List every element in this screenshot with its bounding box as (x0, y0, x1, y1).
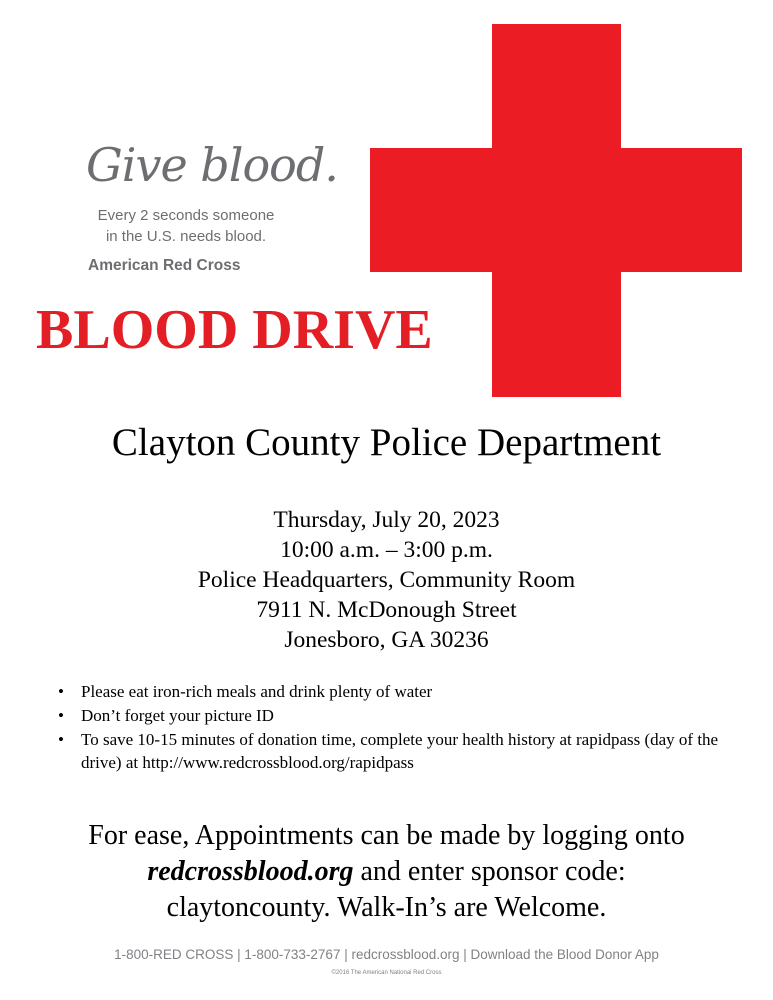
event-time: 10:00 a.m. – 3:00 p.m. (280, 537, 493, 563)
event-street: 7911 N. McDonough Street (256, 597, 517, 623)
event-location: Police Headquarters, Community Room (197, 567, 576, 593)
logo-subtext-line2: in the U.S. needs blood. (105, 228, 267, 245)
list-item-text: To save 10-15 minutes of donation time, complete your health history at rapidpass (day of the drive) at http://www.redcrossblood.org/rapidpass (81, 730, 719, 772)
appointment-info (0, 818, 773, 926)
headline: BLOOD DRIVE (36, 299, 433, 361)
list-item-text: Don’t forget your picture ID (81, 706, 274, 725)
american-red-cross-brand: American Red Cross (88, 257, 241, 274)
logo-subtext-line1: Every 2 seconds someone (97, 207, 275, 224)
event-city: Jonesboro, GA 30236 (284, 627, 489, 653)
organization-name: Clayton County Police Department (111, 421, 662, 464)
red-cross-horizontal-bar (370, 148, 742, 272)
tips-list (58, 681, 748, 776)
appointment-line3: claytoncounty. Walk-In’s are Welcome. (166, 892, 607, 923)
list-item-text: Please eat iron-rich meals and drink plenty of water (81, 682, 433, 701)
give-blood-tagline: Give blood. (86, 138, 338, 192)
bullet-icon: • (58, 706, 64, 725)
list-item (58, 681, 748, 704)
appointment-line1: For ease, Appointments can be made by logging onto (88, 820, 685, 851)
appointment-line2 (0, 854, 773, 890)
footer-copyright: ©2016 The American National Red Cross (331, 970, 442, 976)
event-details (0, 505, 773, 655)
bullet-icon: • (58, 730, 64, 749)
bullet-icon: • (58, 682, 64, 701)
list-item (58, 705, 748, 728)
footer-contact: 1-800-RED CROSS | 1-800-733-2767 | redcrossblood.org | Download the Blood Donor App (114, 947, 659, 962)
list-item (58, 729, 748, 774)
event-date: Thursday, July 20, 2023 (273, 507, 500, 533)
appointment-line2-rest: and enter sponsor code: (353, 856, 626, 887)
website-link[interactable]: redcrossblood.org (147, 856, 354, 887)
